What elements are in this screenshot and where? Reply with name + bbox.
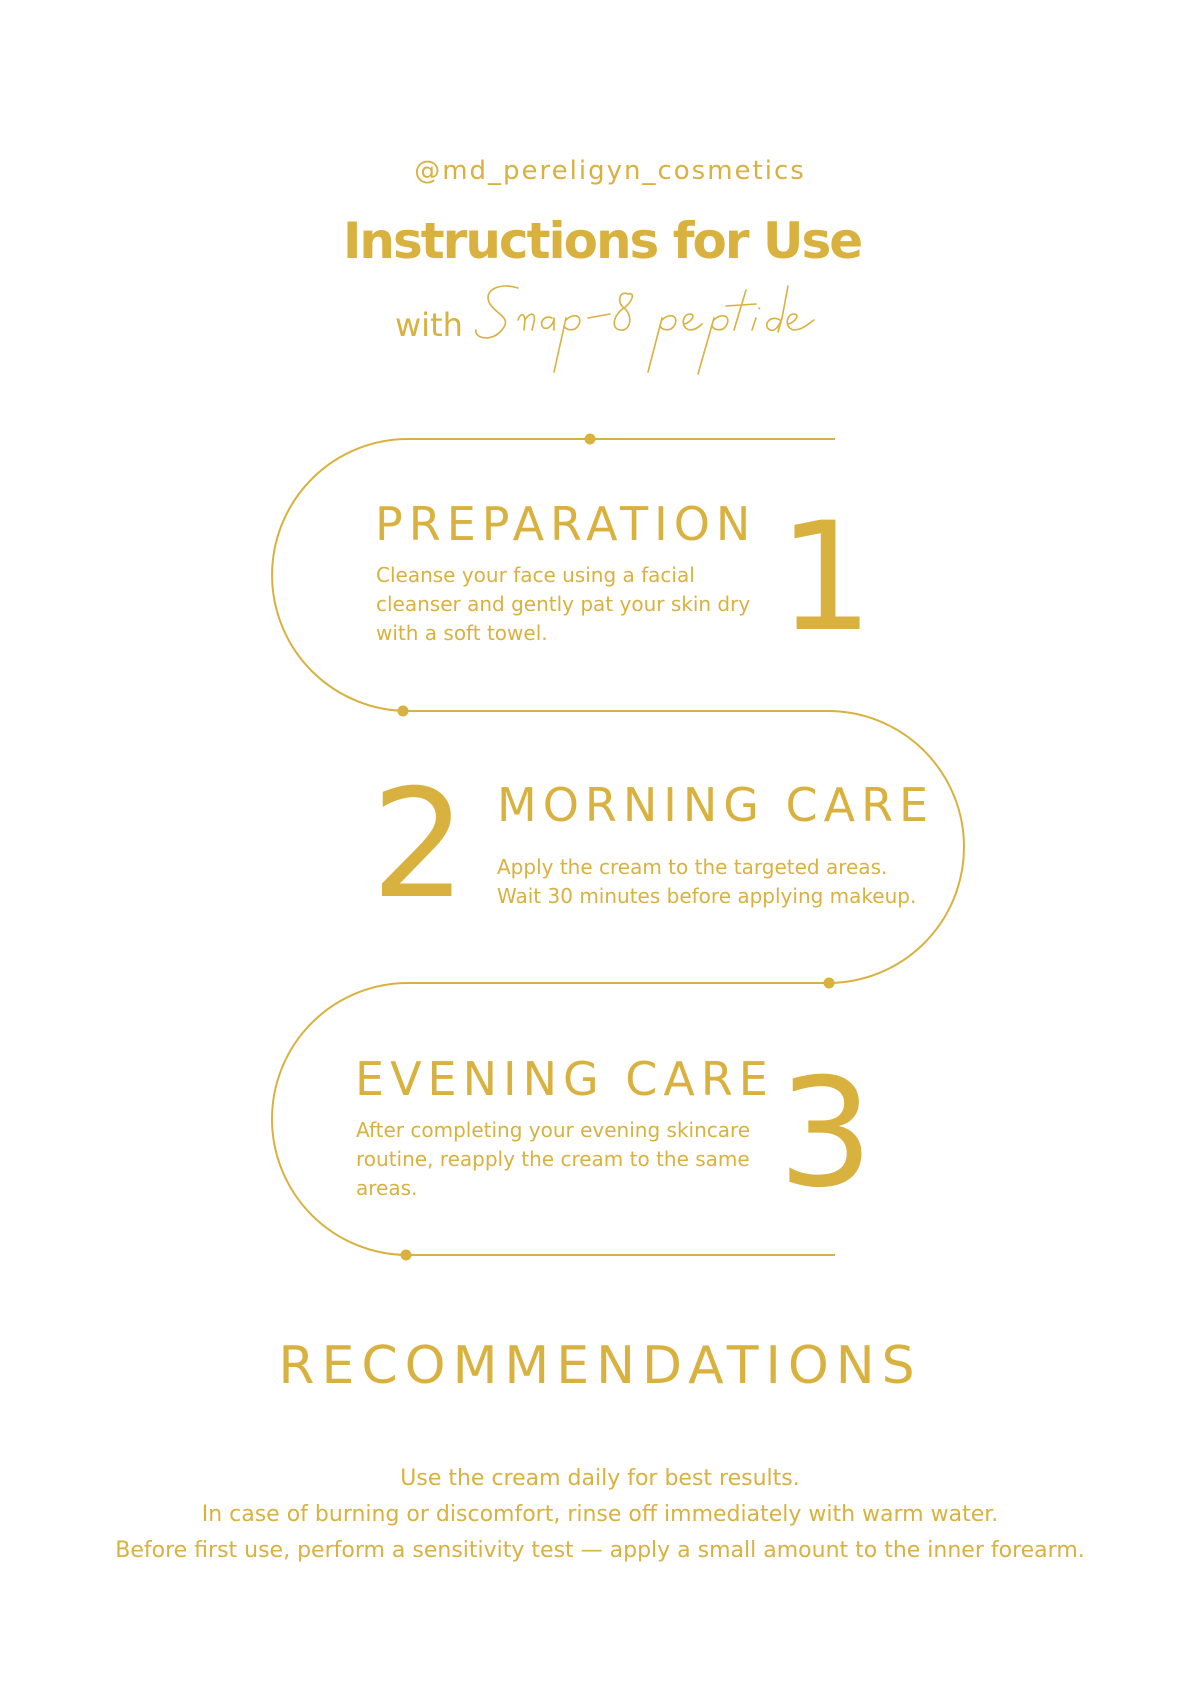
step-2-body-line: Wait 30 minutes before applying makeup. bbox=[497, 884, 917, 908]
step-3-body-line: After completing your evening skincare bbox=[356, 1118, 751, 1142]
step-1-title: PREPARATION bbox=[375, 497, 757, 551]
step-2-title: MORNING CARE bbox=[497, 778, 935, 832]
step-1-body-line: with a soft towel. bbox=[376, 621, 548, 645]
step-3-body bbox=[356, 1116, 776, 1203]
step-1-body-line: cleanser and gently pat your skin dry bbox=[376, 592, 751, 616]
step-3-title: EVENING CARE bbox=[355, 1052, 774, 1106]
step-2-body-line: Apply the cream to the targeted areas. bbox=[497, 855, 888, 879]
recommendations-title: RECOMMENDATIONS bbox=[278, 1336, 922, 1396]
step-3-body-line: routine, reapply the cream to the same bbox=[356, 1147, 750, 1171]
recommendation-line: Use the cream daily for best results. bbox=[400, 1466, 800, 1491]
brand-handle: @md_pereligyn_cosmetics bbox=[414, 156, 806, 186]
step-1-body bbox=[376, 561, 776, 648]
with-label: with bbox=[395, 306, 463, 344]
step-1-number: 1 bbox=[778, 491, 874, 665]
recommendation-line: In case of burning or discomfort, rinse off immediately with warm water. bbox=[201, 1502, 999, 1527]
page-title: Instructions for Use bbox=[342, 212, 862, 270]
step-2-number: 2 bbox=[371, 758, 467, 932]
step-1-body-line: Cleanse your face using a facial bbox=[376, 563, 695, 587]
recommendation-line: Before first use, perform a sensitivity test — apply a small amount to the inner forearm. bbox=[115, 1538, 1085, 1563]
step-2-body bbox=[497, 853, 957, 911]
step-3-number: 3 bbox=[778, 1047, 874, 1221]
step-3-body-line: areas. bbox=[356, 1176, 418, 1200]
